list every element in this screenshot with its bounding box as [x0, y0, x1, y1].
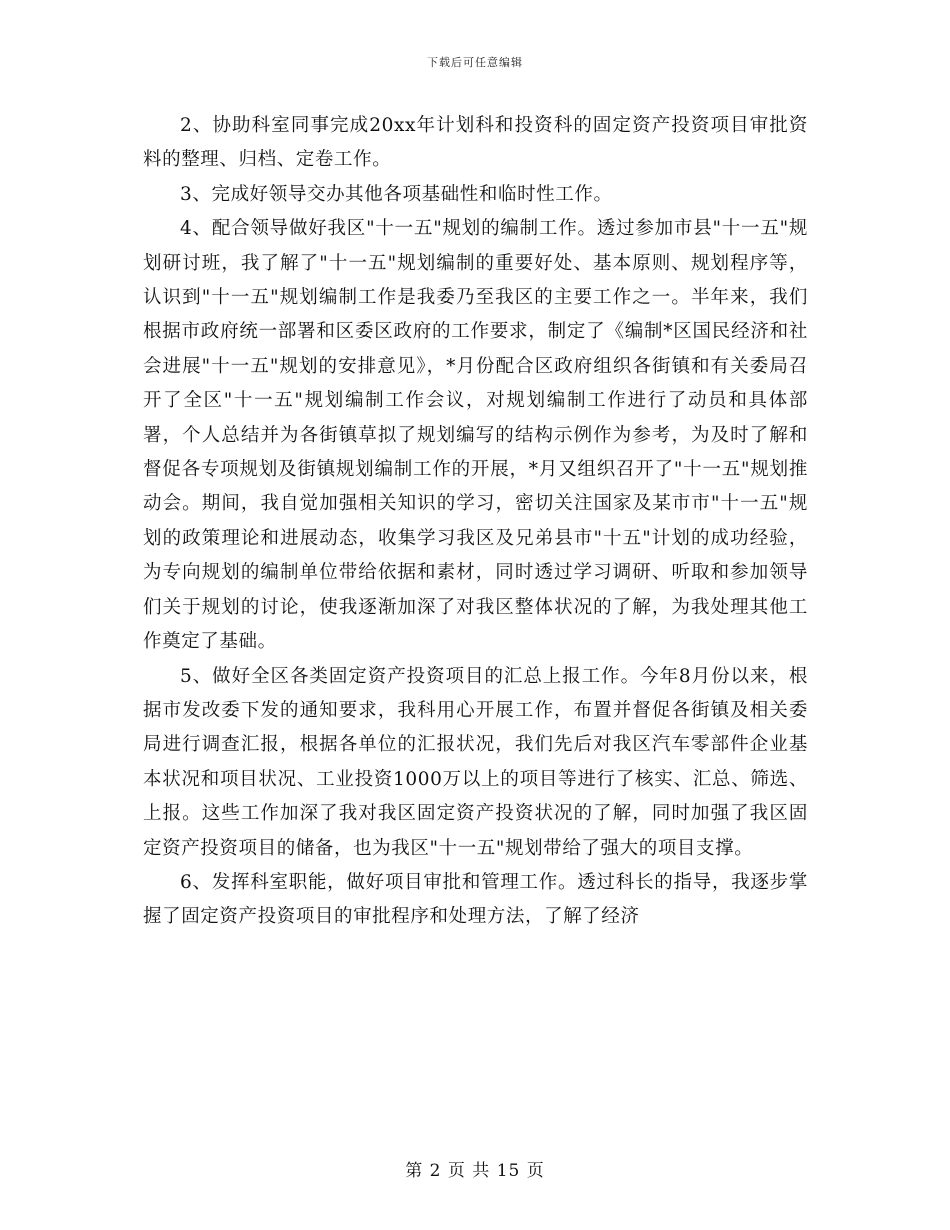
paragraph-item-6: 6、发挥科室职能，做好项目审批和管理工作。透过科长的指导，我逐步掌握了固定资产投资项目的审批程序和处理方法，了解了经济 — [143, 871, 808, 928]
paragraph-item-2: 2、协助科室同事完成20xx年计划科和投资科的固定资产投资项目审批资料的整理、归档、定卷工作。 — [143, 115, 808, 171]
paragraph-item-3: 3、完成好领导交办其他各项基础性和临时性工作。 — [180, 183, 613, 205]
page-footer: 第 2 页 共 15 页 — [405, 1161, 545, 1181]
document-body — [143, 109, 808, 935]
page-header: 下载后可任意编辑 — [427, 56, 523, 69]
paragraph-item-4: 4、配合领导做好我区"十一五"规划的编制工作。透过参加市县"十一五"规划研讨班，我了解了"十一五"规划编制的重要好处、基本原则、规划程序等，认识到"十一五"规划编制工作是我委乃至我区的主要工作之一。半年来，我们根据市政府统一部署和区委区政府的工作要求，制定了《编制*区国民经济和社会进展"十一五"规划的安排意见》，*月份配合区政府组织各街镇和有关委局召开了全区"十一五"规划编制工作会议，对规划编制工作进行了动员和具体部署，个人总结并为各街镇草拟了规划编写的结构示例作为参考，为及时了解和督促各专项规划及街镇规划编制工作的开展，*月又组织召开了"十一五"规划推动会。期间，我自觉加强相关知识的学习，密切关注国家及某市市"十一五"规划的政策理论和进展动态，收集学习我区及兄弟县市"十五"计划的成功经验，为专向规划的编制单位带给依据和素材，同时透过学习调研、听取和参加领导们关于规划的讨论，使我逐渐加深了对我区整体状况的了解，为我处理其他工作奠定了基础。 — [143, 218, 808, 653]
paragraph-item-5: 5、做好全区各类固定资产投资项目的汇总上报工作。今年8月份以来，根据市发改委下发的通知要求，我科用心开展工作，布置并督促各街镇及相关委局进行调查汇报，根据各单位的汇报状况，我们先后对我区汽车零部件企业基本状况和项目状况、工业投资1000万以上的项目等进行了核实、汇总、筛选、上报。这些工作加深了我对我区固定资产投资状况的了解，同时加强了我区固定资产投资项目的储备，也为我区"十一五"规划带给了强大的项目支撑。 — [143, 665, 808, 859]
